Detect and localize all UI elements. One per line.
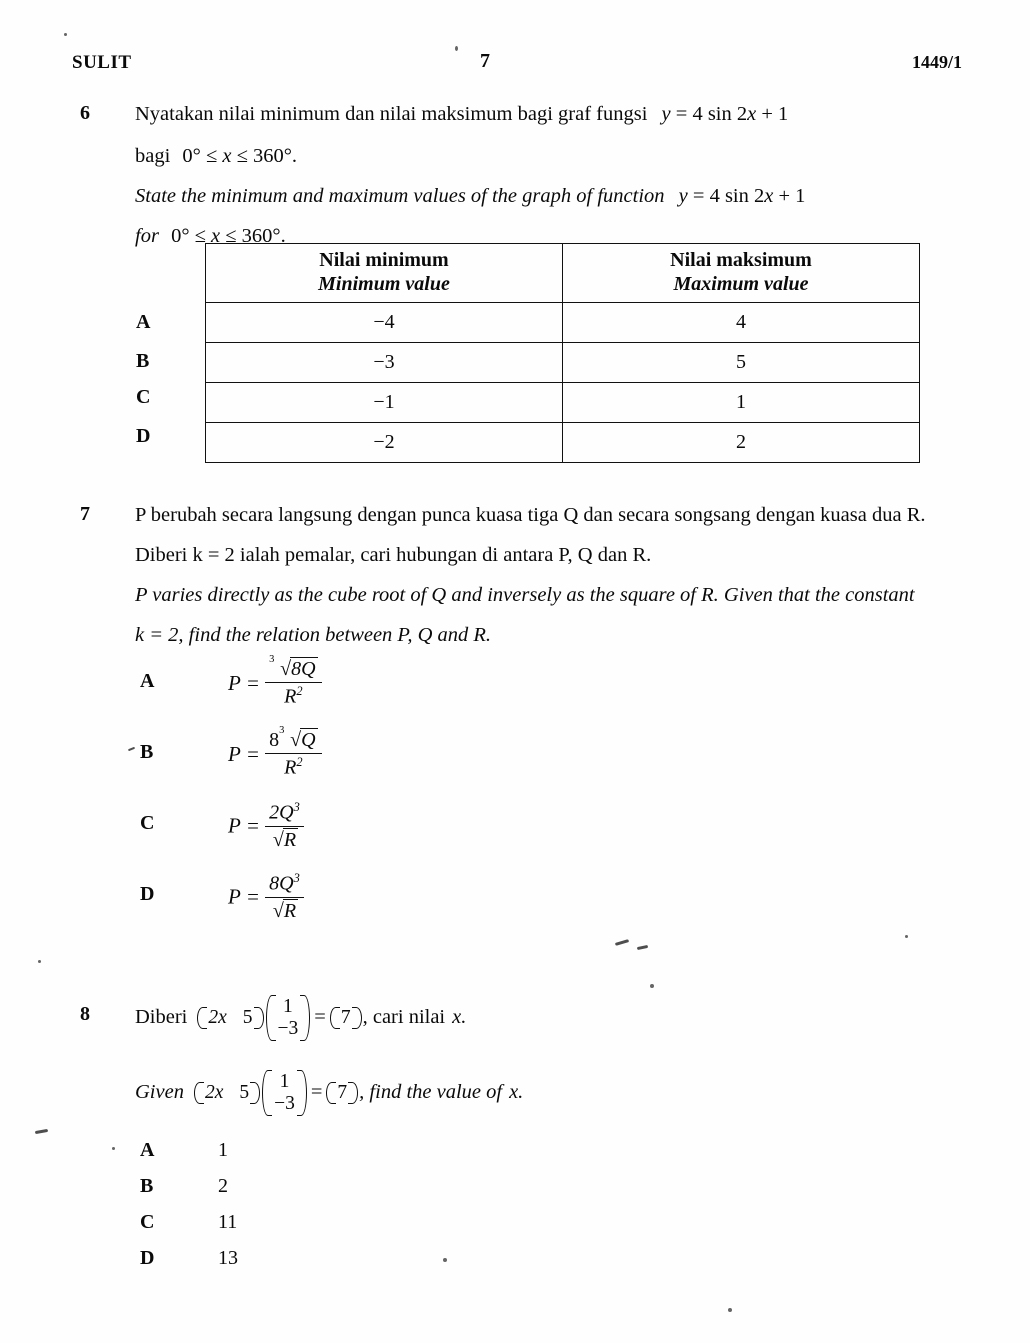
q7-option-a-formula: [228, 654, 322, 711]
q7-b-numerator: [265, 725, 321, 754]
q8-my-col-matrix: [266, 995, 311, 1041]
q7-option-letter-d: D: [140, 883, 155, 905]
scan-speck: [443, 1258, 447, 1262]
cell-a-max: 4: [563, 303, 920, 343]
q7-option-c-formula: [228, 802, 304, 854]
q8-option-letter-c: C: [140, 1211, 155, 1233]
q8-en-result-matrix: [326, 1082, 358, 1104]
scan-speck: [905, 935, 908, 938]
question-6-stem-my: Nyatakan nilai minimum dan nilai maksimum bagi graf fungsi y = 4 sin 2x + 1: [135, 103, 789, 125]
q8-my-prefix: Diberi: [135, 1006, 188, 1029]
q6-en-for: for: [135, 225, 159, 247]
q8-en-row-matrix: [194, 1082, 260, 1104]
cube-root-icon: 3 √Q: [279, 725, 316, 751]
q7-c-lhs: P =: [228, 813, 260, 838]
q7-c-denominator: [265, 827, 304, 852]
q7-b-coefficient: 8: [269, 729, 280, 751]
scan-speck: [728, 1308, 732, 1312]
paper-code: 1449/1: [911, 52, 962, 72]
q8-en-col-matrix: [262, 1070, 307, 1116]
square-root-icon: √R: [272, 828, 297, 851]
q7-d-denominator: [265, 898, 304, 923]
q7-option-letter-b: B: [140, 741, 154, 763]
question-8-number: 8: [80, 1003, 90, 1025]
q8-option-letter-a: A: [140, 1139, 155, 1161]
confidential-label: SULIT: [72, 52, 132, 73]
question-6-stem-en: State the minimum and maximum values of the graph of function y = 4 sin 2x + 1: [135, 185, 806, 207]
scan-speck: [64, 33, 67, 36]
q7-a-radicand: 8Q: [291, 658, 316, 680]
q8-option-letter-b: B: [140, 1175, 154, 1197]
scan-speck: [38, 960, 41, 963]
q7-d-lhs: P =: [228, 884, 260, 909]
q8-en-row-cell-1: 2x: [204, 1081, 224, 1103]
q7-b-lhs: P =: [228, 742, 260, 767]
q8-option-value-d: 13: [218, 1247, 238, 1269]
q8-en-prefix: Given: [135, 1081, 184, 1104]
q7-a-lhs: P =: [228, 671, 260, 696]
q6-row-label-a: A: [136, 311, 151, 333]
question-7-stem-en-line2: k = 2, find the relation between P, Q and R.: [135, 624, 492, 646]
q7-d-numerator: $8Q^3$: [265, 871, 304, 898]
q8-en-result-value: 7: [337, 1081, 348, 1103]
q7-b-radicand: Q: [301, 729, 316, 751]
q7-option-b-formula: [228, 725, 322, 782]
scan-dash: [128, 747, 135, 751]
q7-b-denominator: $R^2$: [284, 755, 303, 779]
q8-en-variable: x.: [509, 1081, 524, 1104]
question-7-stem-my-line1: P berubah secara langsung dengan punca kuasa tiga Q dan secara songsang dengan kuasa dua R.: [135, 504, 926, 526]
q8-en-col-cell-2: −3: [274, 1092, 295, 1114]
column-header-minimum-en: Minimum value: [318, 273, 450, 295]
column-header-minimum: [206, 244, 563, 303]
q8-option-letter-d: D: [140, 1247, 155, 1269]
q7-option-letter-a: A: [140, 670, 155, 692]
scan-dash: [35, 1129, 48, 1134]
table-header-row: [206, 244, 920, 303]
scan-speck: [650, 984, 654, 988]
q7-d-fraction: [265, 871, 304, 923]
scan-dash: [615, 939, 629, 946]
q8-my-result-value: 7: [340, 1006, 351, 1028]
q7-c-fraction: [265, 800, 304, 852]
question-7-stem-en-line1: P varies directly as the cube root of Q and inversely as the square of R. Given that the constant: [135, 584, 915, 606]
q7-a-fraction: [265, 654, 321, 709]
q7-option-letter-c: C: [140, 812, 155, 834]
question-8-stem-my: [135, 995, 466, 1041]
question-6-range-my: bagi 0° ≤ x ≤ 360°.: [135, 145, 298, 167]
q8-my-equals: =: [314, 1006, 326, 1029]
question-6-range-en: for 0° ≤ x ≤ 360°.: [135, 225, 286, 247]
q8-my-row-cell-2: 5: [242, 1006, 253, 1028]
q8-my-col-cell-2: −3: [277, 1017, 299, 1039]
question-6-number: 6: [80, 102, 90, 124]
q6-row-label-c: C: [136, 386, 151, 408]
q8-option-value-b: 2: [218, 1175, 228, 1197]
table-row: [206, 343, 920, 383]
q8-en-equals: =: [310, 1081, 323, 1104]
q8-option-value-c: 11: [218, 1211, 238, 1233]
page-number: 7: [480, 50, 490, 72]
q6-my-bagi: bagi: [135, 145, 171, 167]
q8-my-suffix: , cari nilai: [362, 1006, 446, 1029]
table-row: [206, 423, 920, 463]
cell-b-min: −3: [206, 343, 563, 383]
q8-en-row-cell-2: 5: [239, 1081, 250, 1103]
column-header-maximum-en: Maximum value: [673, 273, 809, 295]
question-7-stem-my-line2: Diberi k = 2 ialah pemalar, cari hubungan di antara P, Q dan R.: [135, 544, 652, 566]
cube-root-icon: 3 √8Q: [269, 654, 316, 680]
column-header-minimum-my: Nilai minimum: [319, 249, 449, 272]
q6-row-label-d: D: [136, 425, 151, 447]
q8-my-row-cell-1: 2x: [208, 1006, 227, 1028]
cell-c-min: −1: [206, 383, 563, 423]
scan-speck: [455, 46, 458, 51]
q8-my-result-matrix: [330, 1007, 362, 1029]
column-header-maximum-my: Nilai maksimum: [670, 249, 812, 272]
question-7-number: 7: [80, 503, 90, 525]
q7-a-numerator: [265, 654, 321, 683]
q8-my-variable: x.: [452, 1006, 467, 1029]
cell-a-min: −4: [206, 303, 563, 343]
q8-en-col-cell-1: 1: [279, 1071, 290, 1092]
q8-my-row-matrix: [197, 1007, 263, 1029]
q6-row-label-b: B: [136, 350, 150, 372]
cell-d-min: −2: [206, 423, 563, 463]
q7-a-denominator: $R^2$: [284, 684, 303, 708]
square-root-icon: √R: [272, 899, 297, 922]
q6-my-text: Nyatakan nilai minimum dan nilai maksimum bagi graf fungsi: [135, 103, 648, 125]
question-8-stem-en: [135, 1070, 523, 1116]
q6-en-text: State the minimum and maximum values of the graph of function: [135, 185, 665, 207]
cell-d-max: 2: [563, 423, 920, 463]
scan-speck: [112, 1147, 115, 1150]
q8-my-col-cell-1: 1: [283, 996, 293, 1017]
cell-c-max: 1: [563, 383, 920, 423]
q8-en-suffix: , find the value of: [359, 1081, 503, 1104]
scan-dash: [637, 945, 648, 950]
q7-b-fraction: [265, 725, 321, 780]
q7-option-d-formula: [228, 873, 304, 925]
q7-c-numerator: $2Q^3$: [265, 800, 304, 827]
column-header-maximum: [563, 244, 920, 303]
q8-option-value-a: 1: [218, 1139, 228, 1161]
min-max-values-table: [205, 243, 920, 463]
table-row: [206, 383, 920, 423]
cell-b-max: 5: [563, 343, 920, 383]
table-row: [206, 303, 920, 343]
